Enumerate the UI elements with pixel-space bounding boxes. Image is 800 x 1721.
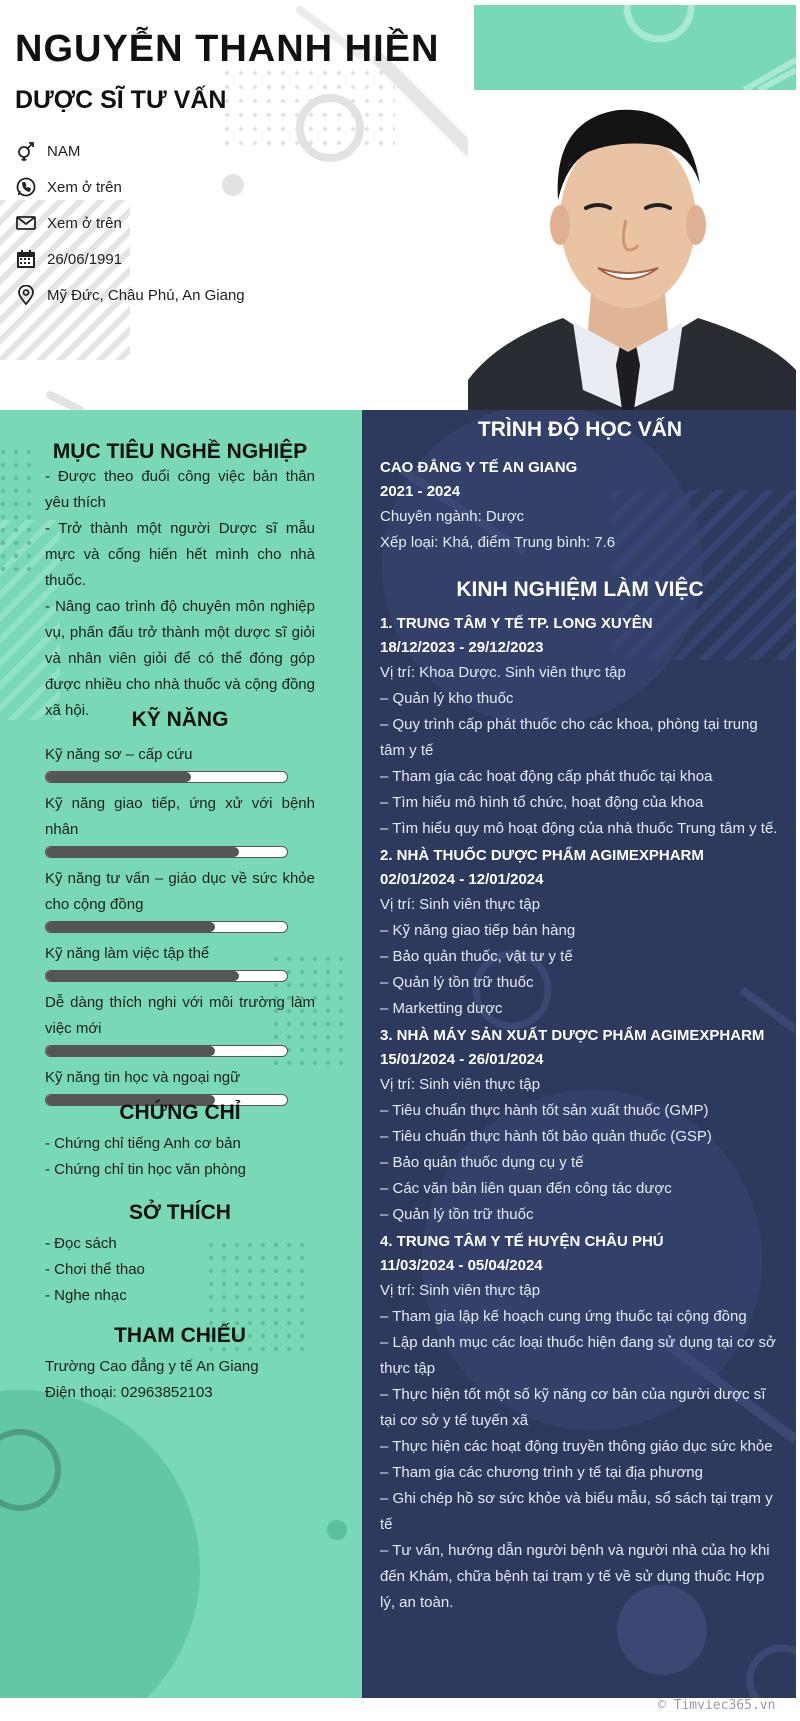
contact-phone	[15, 169, 245, 205]
skill-level-fill	[46, 772, 191, 782]
education-title: TRÌNH ĐỘ HỌC VẤN	[477, 418, 683, 441]
certificate-item: - Chứng chỉ tiếng Anh cơ bản	[45, 1135, 241, 1152]
job-period: 18/12/2023 - 29/12/2023	[380, 639, 544, 656]
job-detail-line: – Lập danh mục các loại thuốc hiện đang sử dụng tại cơ sở thực tập	[380, 1334, 776, 1377]
contact-list	[15, 133, 245, 313]
education-school: CAO ĐẲNG Y TẾ AN GIANG	[380, 459, 578, 476]
certificates-section	[45, 1101, 315, 1183]
profile-photo	[468, 90, 796, 410]
job-detail-line: – Tư vấn, hướng dẫn người bệnh và người nhà của họ khi đến Khám, chữa bệnh tại trạm y tế về sử dụng thuốc Hợp lý, an toàn.	[380, 1542, 770, 1611]
job-detail-line: – Quản lý kho thuốc	[380, 690, 514, 707]
gender-icon	[15, 140, 37, 162]
job-entry	[380, 844, 780, 1022]
skill-name: Kỹ năng sơ – cấp cứu	[45, 746, 193, 763]
skills-title: KỸ NĂNG	[131, 708, 229, 731]
job-detail-line: – Bảo quản thuốc dụng cụ y tế	[380, 1154, 584, 1171]
left-column	[0, 410, 362, 1698]
skill-name: Kỹ năng giao tiếp, ứng xử với bệnh nhân	[45, 795, 315, 838]
location-icon	[15, 284, 37, 306]
hobby-item: - Chơi thể thao	[45, 1261, 145, 1278]
contact-birthdate	[15, 241, 245, 277]
skill-name: Dễ dàng thích nghi với môi trường làm việc mới	[45, 994, 315, 1037]
cv-header	[0, 0, 800, 410]
job-entry	[380, 1024, 780, 1228]
objective-section	[45, 440, 315, 724]
skill-level-fill	[46, 847, 239, 857]
skill-level-bar	[45, 846, 288, 858]
objective-line-2: - Trở thành một người Dược sĩ mẫu mực và cống hiến hết mình cho nhà thuốc.	[45, 520, 315, 589]
job-detail-line: Vị trí: Sinh viên thực tập	[380, 896, 541, 913]
contact-email-text: Xem ở trên	[47, 214, 122, 232]
contact-gender	[15, 133, 245, 169]
certificate-item: - Chứng chỉ tin học văn phòng	[45, 1161, 246, 1178]
job-detail-line: – Tìm hiểu quy mô hoạt động của nhà thuốc Trung tâm y tế.	[380, 820, 778, 837]
job-title: DƯỢC SĨ TƯ VẤN	[15, 86, 227, 114]
objective-line-3: - Nâng cao trình độ chuyên môn nghiệp vụ, phấn đấu trở thành một dược sĩ giỏi và nhân viên giỏi để có thể đóng góp được nhiều cho nhà thuốc và cộng đồng xã hội.	[45, 598, 315, 719]
job-detail-line: – Các văn bản liên quan đến công tác dược	[380, 1180, 672, 1197]
job-detail-line: – Thực hiện các hoạt động truyền thông giáo dục sức khỏe	[380, 1438, 773, 1455]
job-company: 4. TRUNG TÂM Y TẾ HUYỆN CHÂU PHÚ	[380, 1233, 664, 1250]
skill-level-bar	[45, 970, 288, 982]
job-detail-line: – Tiêu chuẩn thực hành tốt bảo quản thuốc (GSP)	[380, 1128, 712, 1145]
job-detail-line: Vị trí: Sinh viên thực tập	[380, 1282, 541, 1299]
job-detail-line: – Quy trình cấp phát thuốc cho các khoa, phòng tại trung tâm y tế	[380, 716, 758, 759]
job-period: 15/01/2024 - 26/01/2024	[380, 1051, 544, 1068]
right-column	[362, 410, 796, 1698]
phone-icon	[15, 176, 37, 198]
jobs-list	[380, 612, 780, 1616]
hobby-item: - Nghe nhạc	[45, 1287, 127, 1304]
job-detail-line: Vị trí: Khoa Dược. Sinh viên thực tập	[380, 664, 626, 681]
skill-level-bar	[45, 771, 288, 783]
job-company: 1. TRUNG TÂM Y TẾ TP. LONG XUYÊN	[380, 615, 653, 632]
skill-level-fill	[46, 922, 215, 932]
objective-title: MỤC TIÊU NGHỀ NGHIỆP	[52, 440, 308, 463]
experience-section	[380, 578, 780, 1618]
job-detail-line: – Tham gia lập kế hoạch cung ứng thuốc tại cộng đồng	[380, 1308, 747, 1325]
job-detail-line: – Bảo quản thuốc, vật tư y tế	[380, 948, 573, 965]
reference-title: THAM CHIẾU	[114, 1324, 246, 1347]
skill-level-bar	[45, 1045, 288, 1057]
job-entry	[380, 1230, 780, 1616]
job-detail-line: Vị trí: Sinh viên thực tập	[380, 1076, 541, 1093]
certificates-title: CHỨNG CHỈ	[119, 1101, 241, 1124]
hobby-item: - Đọc sách	[45, 1235, 117, 1252]
job-period: 11/03/2024 - 05/04/2024	[380, 1257, 543, 1274]
job-company: 2. NHÀ THUỐC DƯỢC PHẨM AGIMEXPHARM	[380, 847, 704, 864]
job-detail-line: – Thực hiện tốt một số kỹ năng cơ bản của người dược sĩ tại cơ sở y tế tuyến xã	[380, 1386, 766, 1429]
reference-school: Trường Cao đẳng y tế An Giang	[45, 1358, 259, 1375]
reference-phone: Điện thoại: 02963852103	[45, 1384, 213, 1401]
hobbies-title: SỞ THÍCH	[129, 1201, 231, 1224]
job-detail-line: – Kỹ năng giao tiếp bán hàng	[380, 922, 576, 939]
hobbies-section	[45, 1201, 315, 1309]
skill-name: Kỹ năng tư vấn – giáo dục về sức khỏe cho cộng đồng	[45, 870, 315, 913]
skill-name: Kỹ năng tin học và ngoại ngữ	[45, 1069, 241, 1086]
job-entry	[380, 612, 780, 842]
contact-gender-text: NAM	[47, 142, 81, 160]
job-company: 3. NHÀ MÁY SẢN XUẤT DƯỢC PHẨM AGIMEXPHARM	[380, 1027, 765, 1044]
job-detail-line: – Ghi chép hồ sơ sức khỏe và biểu mẫu, sổ sách tại trạm y tế	[380, 1490, 773, 1533]
contact-phone-text: Xem ở trên	[47, 178, 122, 196]
job-detail-line: – Tham gia các hoạt động cấp phát thuốc tại khoa	[380, 768, 713, 785]
objective-line-1: - Được theo đuổi công việc bản thân yêu thích	[45, 468, 315, 511]
education-major: Chuyên ngành: Dược	[380, 508, 525, 525]
job-detail-line: – Tiêu chuẩn thực hành tốt sản xuất thuốc (GMP)	[380, 1102, 709, 1119]
job-period: 02/01/2024 - 12/01/2024	[380, 871, 544, 888]
skills-section	[45, 708, 315, 1114]
job-detail-line: – Quản lý tồn trữ thuốc	[380, 1206, 534, 1223]
contact-email	[15, 205, 245, 241]
contact-birthdate-text: 26/06/1991	[47, 250, 123, 268]
education-period: 2021 - 2024	[380, 483, 461, 500]
contact-address-text: Mỹ Đức, Châu Phú, An Giang	[47, 286, 245, 304]
skill-level-fill	[46, 1046, 215, 1056]
skill-level-bar	[45, 921, 288, 933]
skills-list	[45, 742, 315, 1106]
header-accent-band	[474, 5, 796, 90]
job-detail-line: – Quản lý tồn trữ thuốc	[380, 974, 534, 991]
contact-address	[15, 277, 245, 313]
candidate-name: NGUYỄN THANH HIỀN	[15, 28, 440, 70]
reference-section	[45, 1324, 315, 1406]
email-icon	[15, 212, 37, 234]
education-section	[380, 418, 780, 556]
calendar-icon	[15, 248, 37, 270]
job-detail-line: – Tìm hiểu mô hình tổ chức, hoạt động của khoa	[380, 794, 704, 811]
skill-level-fill	[46, 971, 239, 981]
skill-name: Kỹ năng làm việc tập thể	[45, 945, 210, 962]
education-grade: Xếp loại: Khá, điểm Trung bình: 7.6	[380, 534, 616, 551]
job-detail-line: – Tham gia các chương trình y tế tại địa phương	[380, 1464, 703, 1481]
job-detail-line: – Marketting dược	[380, 1000, 503, 1017]
watermark: © Timviec365.vn	[658, 1698, 776, 1713]
experience-title: KINH NGHIỆM LÀM VIỆC	[456, 578, 704, 601]
